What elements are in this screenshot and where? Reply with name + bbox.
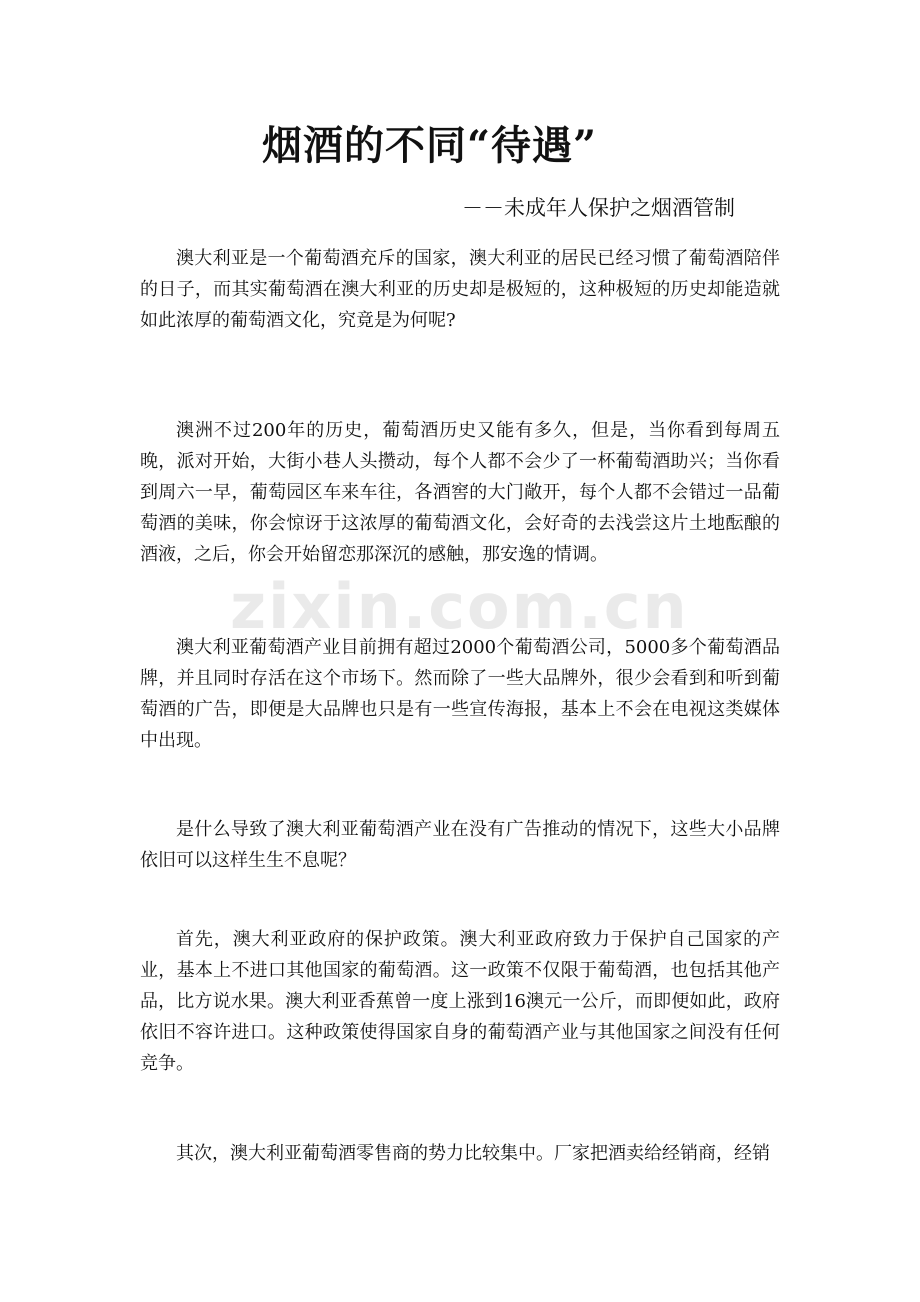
paragraph-6: 其次，澳大利亚葡萄酒零售商的势力比较集中。厂家把酒卖给经销商，经销 xyxy=(176,1143,770,1164)
paragraph-4: 是什么导致了澳大利亚葡萄酒产业在没有广告推动的情况下，这些大小品牌依旧可以这样生生不息呢？ xyxy=(140,819,780,871)
paragraph-3: 澳大利亚葡萄酒产业目前拥有超过2000个葡萄酒公司，5000多个葡萄酒品牌，并且同时存活在这个市场下。然而除了一些大品牌外，很少会看到和听到葡萄酒的广告，即便是大品牌也只是有一些宣传海报，基本上不会在电视这类媒体中出现。 xyxy=(140,637,780,751)
watermark: zixin.com.cn xyxy=(230,570,689,643)
document-subtitle: －－未成年人保护之烟酒管制 xyxy=(462,196,735,220)
paragraph-1: 澳大利亚是一个葡萄酒充斥的国家，澳大利亚的居民已经习惯了葡萄酒陪伴的日子，而其实葡萄酒在澳大利亚的历史却是极短的，这种极短的历史却能造就如此浓厚的葡萄酒文化，究竟是为何呢? xyxy=(140,248,780,331)
paragraph-5: 首先，澳大利亚政府的保护政策。澳大利亚政府致力于保护自己国家的产业，基本上不进口其他国家的葡萄酒。这一政策不仅限于葡萄酒，也包括其他产品，比方说水果。澳大利亚香蕉曾一度上涨到16澳元一公斤，而即便如此，政府依旧不容许进口。这种政策使得国家自身的葡萄酒产业与其他国家之间没有任何竞争。 xyxy=(140,929,780,1074)
document-title: 烟酒的不同“待遇” xyxy=(262,122,598,169)
paragraph-2: 澳洲不过200年的历史，葡萄酒历史又能有多久，但是，当你看到每周五晚，派对开始，大街小巷人头攒动，每个人都不会少了一杯葡萄酒助兴；当你看到周六一早，葡萄园区车来车往，各酒窖的大门敞开，每个人都不会错过一品葡萄酒的美味，你会惊讶于这浓厚的葡萄酒文化，会好奇的去浅尝这片土地酝酿的酒液，之后，你会开始留恋那深沉的感触，那安逸的情调。 xyxy=(140,420,780,565)
